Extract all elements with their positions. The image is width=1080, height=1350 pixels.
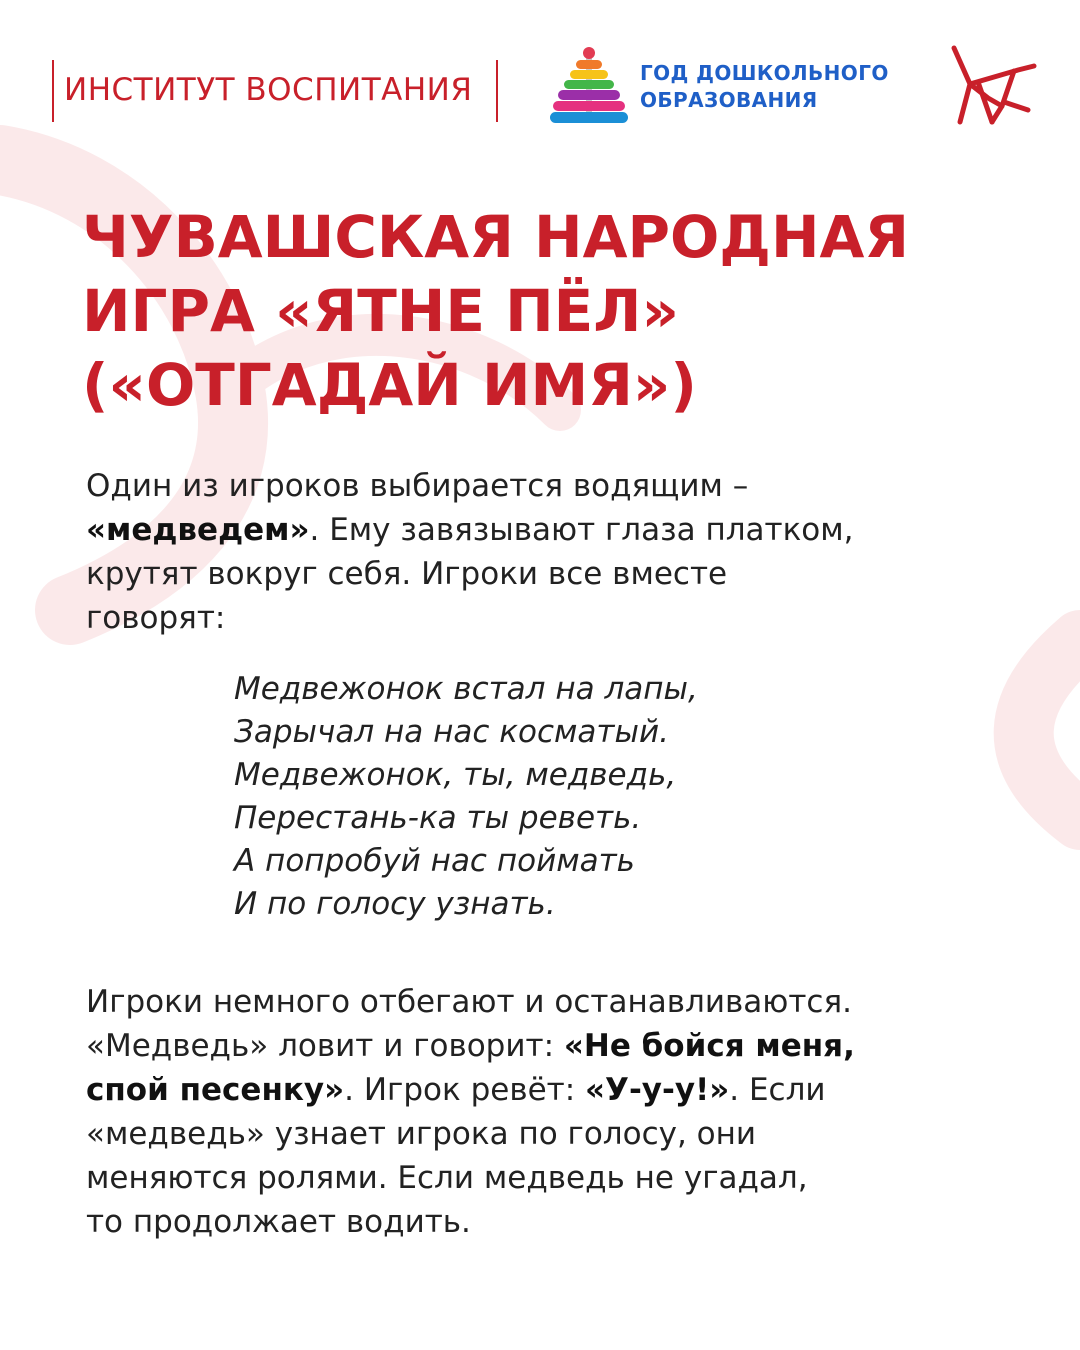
outro-text: «Медведь» ловит и говорит: [86, 1028, 564, 1064]
outro-text: . Если [729, 1072, 826, 1108]
intro-line: Один из игроков выбирается водящим – [86, 468, 749, 504]
year-of-preschool-education-logo-text [640, 60, 889, 114]
pyramid-ring [553, 101, 625, 111]
pyramid-ring [570, 70, 608, 79]
header [0, 0, 1080, 170]
pyramid-ring [564, 80, 614, 89]
bold-quote: «У-у-у!» [585, 1072, 730, 1108]
institute-name: ИНСТИТУТ ВОСПИТАНИЯ [64, 72, 473, 108]
divider-right [496, 60, 498, 122]
pyramid-ring [558, 90, 620, 100]
outro-line [86, 1068, 1046, 1112]
bold-quote: спой песенку» [86, 1072, 345, 1108]
poem-line: Медвежонок, ты, медведь, [234, 757, 677, 793]
outro-line: то продолжает водить. [86, 1204, 471, 1240]
year-logo-line-2: ОБРАЗОВАНИЯ [640, 88, 818, 112]
outro-line: «медведь» узнает игрока по голосу, они [86, 1116, 757, 1152]
bold-bear-term: «медведем» [86, 512, 310, 548]
pyramid-top [583, 47, 595, 59]
pyramid-base [550, 112, 628, 123]
pyramid-ring [576, 60, 602, 69]
poem [234, 668, 1034, 926]
outro-paragraph [86, 980, 1046, 1244]
title-line: ЧУВАШСКАЯ НАРОДНАЯ [82, 203, 910, 271]
divider-left [52, 60, 54, 122]
outro-line: меняются ролями. Если медведь не угадал, [86, 1160, 808, 1196]
title-line: («ОТГАДАЙ ИМЯ») [82, 351, 697, 419]
pyramid-toy-icon [548, 44, 630, 126]
year-logo-line-1: ГОД ДОШКОЛЬНОГО [640, 61, 889, 85]
chair-icon [948, 44, 1040, 126]
poem-line: А попробуй нас поймать [234, 843, 635, 879]
bold-quote: «Не бойся меня, [563, 1028, 855, 1064]
page-title [82, 200, 1042, 422]
poem-line: Зарычал на нас косматый. [234, 714, 669, 750]
outro-line: Игроки немного отбегают и останавливаются. [86, 984, 852, 1020]
poem-line: Медвежонок встал на лапы, [234, 671, 698, 707]
poem-line: Перестань-ка ты реветь. [234, 800, 642, 836]
poem-line: И по голосу узнать. [234, 886, 556, 922]
outro-text: . Игрок ревёт: [344, 1072, 586, 1108]
intro-line: крутят вокруг себя. Игроки все вместе [86, 556, 728, 592]
title-line: ИГРА «ЯТНЕ ПЁЛ» [82, 277, 679, 345]
intro-line: говорят: [86, 600, 226, 636]
outro-line [86, 1024, 1046, 1068]
intro-paragraph [86, 464, 1046, 640]
intro-text: . Ему завязывают глаза платком, [309, 512, 854, 548]
intro-line [86, 508, 1046, 552]
